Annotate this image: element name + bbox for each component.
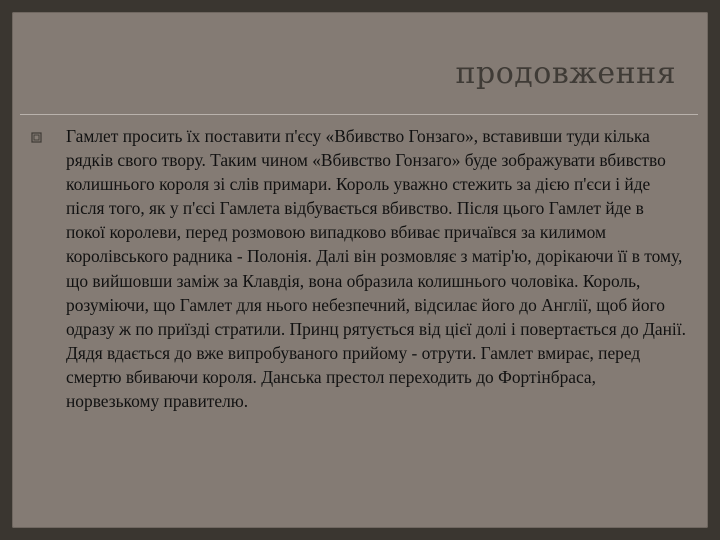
slide-title: продовження bbox=[455, 56, 676, 91]
bullet-text: Гамлет просить їх поставити п'єсу «Вбивство Гонзаго», вставивши туди кілька рядків свого твору. Таким чином «Вбивство Гонзаго» буде зображувати вбивство колишнього короля зі слів примари. Король уважно стежить за дією п'єси і йде після того, як у п'єсі Гамлета відбувається вбивство. Після цього Гамлет йде в покої королеви, перед розмовою випадково вбиває причаївся за килимом королівського радника - Полонія. Далі він розмовляє з матір'ю, дорікаючи її в тому, що вийшовши заміж за Клавдія, вона образила колишнього чоловіка. Король, розуміючи, що Гамлет для нього небезпечний, відсилає його до Англії, щоб його одразу ж по приїзді стратили. Принц рятується від цієї долі і повертається до Данії. Дядя вдається до вже випробуваного прийому - отрути. Гамлет вмирає, перед смертю вбиваючи короля. Данська престол переходить до Фортінбраса, норвезькому правителю. bbox=[66, 126, 686, 412]
title-divider bbox=[20, 114, 698, 115]
square-bullet-icon bbox=[31, 130, 42, 141]
